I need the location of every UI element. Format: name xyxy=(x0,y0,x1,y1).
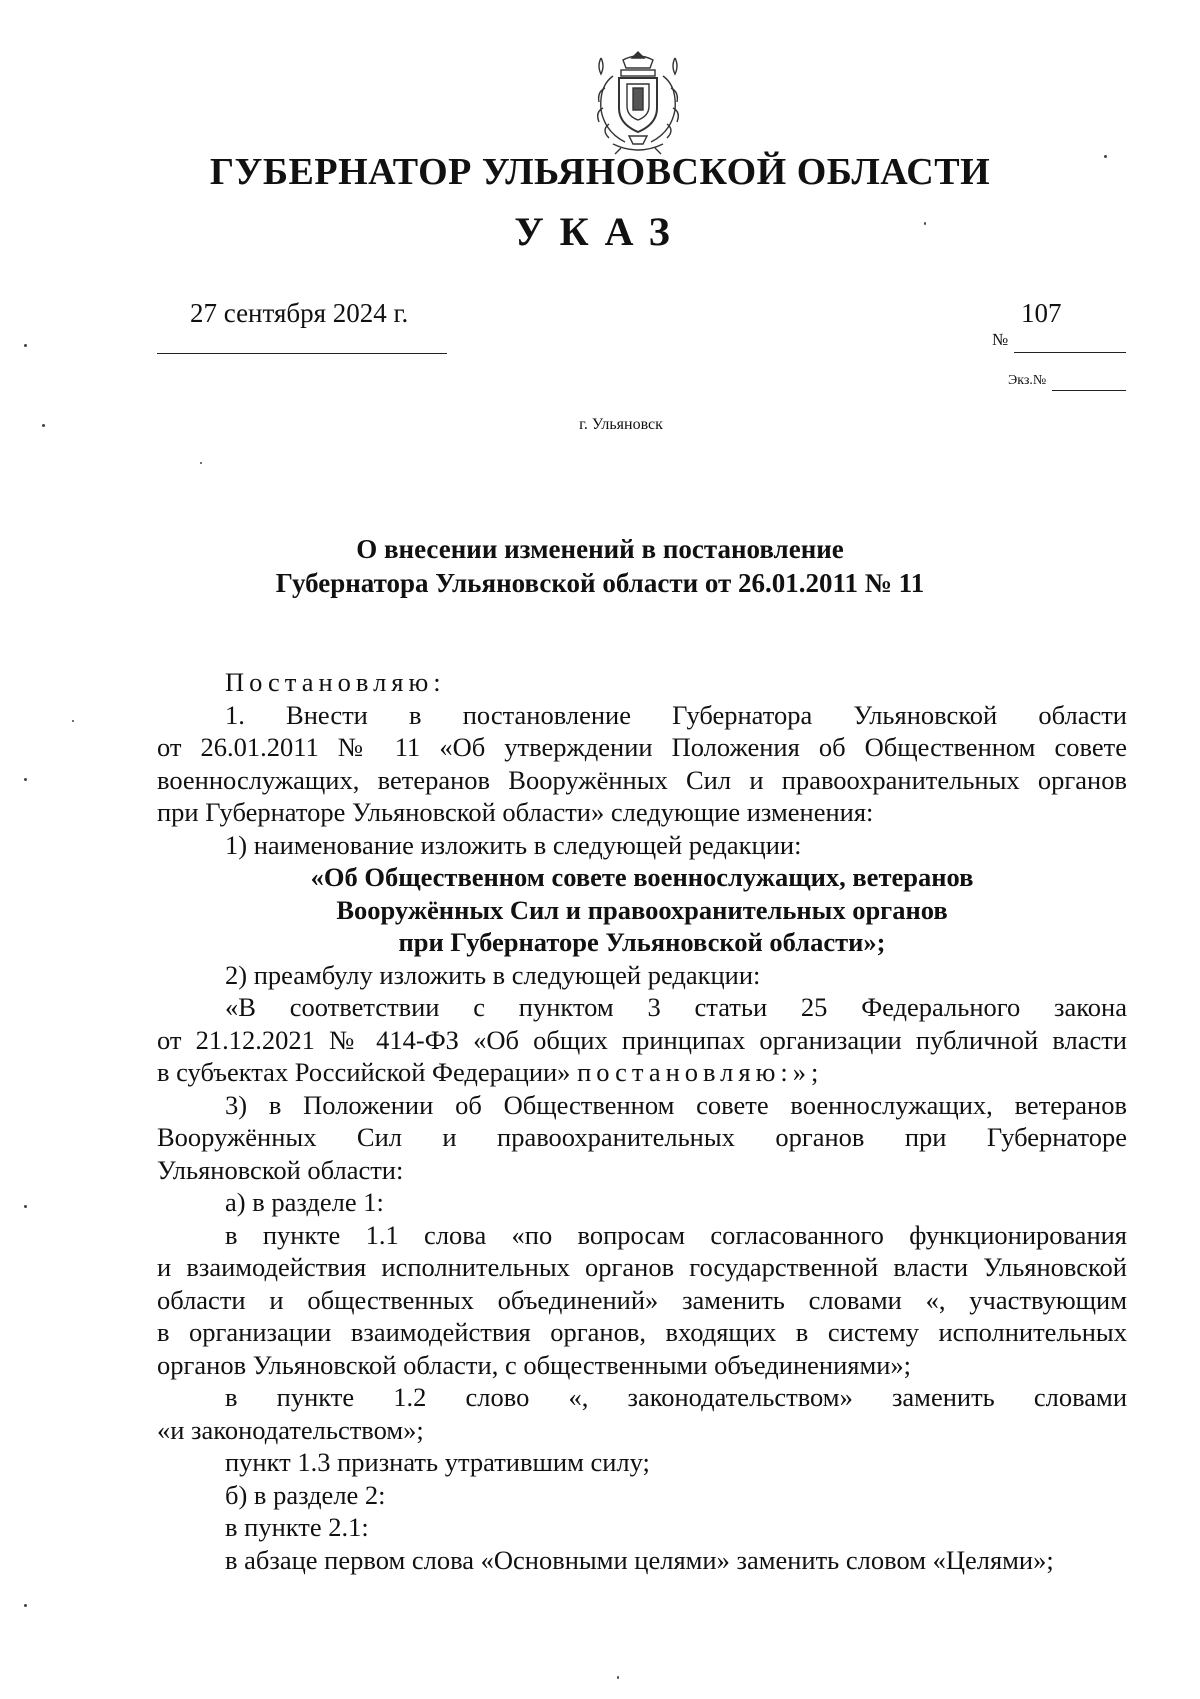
paragraph-line: Вооружённых Сил и правоохранительных органов при Губернаторе xyxy=(157,1122,1127,1152)
paragraph-line: пункт 1.3 признать утратившим силу; xyxy=(225,1447,650,1477)
paragraph-fragment: в субъектах Российской Федерации» xyxy=(157,1057,571,1087)
document-title xyxy=(0,532,1200,600)
paragraph-line: «В соответствии с пунктом 3 статьи 25 Федерального закона xyxy=(225,992,1127,1022)
paragraph-line: в пункте 2.1: xyxy=(225,1512,369,1542)
paragraph-line: а) в разделе 1: xyxy=(225,1187,384,1217)
ulyanovsk-coat-of-arms-icon xyxy=(583,48,693,156)
paragraph-line: 1. Внести в постановление Губернатора Ульяновской области xyxy=(225,699,1127,730)
scan-speck xyxy=(42,424,45,427)
quoted-title-line: «Об Общественном совете военнослужащих, ветеранов xyxy=(310,862,974,892)
scan-speck xyxy=(24,778,27,781)
paragraph-line: «и законодательством»; xyxy=(157,1414,424,1445)
city: г. Ульяновск xyxy=(579,416,663,433)
paragraph-line: в абзаце первом слова «Основными целями» заменить словом «Целями»; xyxy=(225,1544,1054,1575)
paragraph-line: в организации взаимодействия органов, входящих в систему исполнительных xyxy=(157,1317,1127,1347)
paragraph-line: от 26.01.2011 № 11 «Об утверждении Положения об Общественном совете xyxy=(157,732,1127,762)
paragraph-line: органов Ульяновской области, с общественными объединениями»; xyxy=(157,1349,912,1380)
document-date: 27 сентября 2024 г. xyxy=(190,298,409,328)
paragraph-line: военнослужащих, ветеранов Вооружённых Сил и правоохранительных органов xyxy=(157,764,1127,795)
number-underline xyxy=(1014,352,1126,353)
document-type: УКАЗ xyxy=(514,209,686,254)
resolve-line: Постановляю: xyxy=(225,667,446,697)
copy-number-label: Экз.№ xyxy=(1008,373,1047,388)
document-body xyxy=(157,666,1127,1576)
scan-speck xyxy=(24,1205,27,1208)
scan-speck xyxy=(24,344,27,347)
scan-speck xyxy=(24,1604,27,1607)
scan-speck xyxy=(200,462,202,464)
paragraph-line: и взаимодействия исполнительных органов государственной власти Ульяновской xyxy=(157,1252,1127,1282)
paragraph-line: от 21.12.2021 № 414-ФЗ «Об общих принципах организации публичной власти xyxy=(157,1024,1127,1055)
paragraph-line xyxy=(157,1056,1127,1089)
paragraph-line: в пункте 1.1 слова «по вопросам согласованного функционирования xyxy=(225,1219,1127,1250)
paragraph-line: в пункте 1.2 слово «, законодательством» заменить словами xyxy=(225,1382,1127,1412)
issuing-authority: ГУБЕРНАТОР УЛЬЯНОВСКОЙ ОБЛАСТИ xyxy=(209,151,991,193)
scan-speck xyxy=(617,1676,619,1679)
number-label: № xyxy=(992,330,1009,349)
paragraph-line: б) в разделе 2: xyxy=(225,1479,386,1510)
scan-speck xyxy=(924,222,926,225)
paragraph-line: при Губернаторе Ульяновской области» следующие изменения: xyxy=(157,797,874,827)
document-number: 107 xyxy=(1021,298,1062,328)
resolve-fragment: постановляю:»; xyxy=(577,1057,824,1087)
paragraph-line: 2) преамбулу изложить в следующей редакции: xyxy=(225,959,761,990)
scan-speck xyxy=(1104,155,1107,158)
paragraph-line: области и общественных объединений» заменить словами «, участвующим xyxy=(157,1284,1127,1315)
scan-speck xyxy=(72,720,74,722)
copy-number-underline xyxy=(1052,390,1126,391)
title-line: Губернатора Ульяновской области от 26.01.2011 № 11 xyxy=(275,568,925,598)
title-line: О внесении изменений в постановление xyxy=(356,534,844,564)
quoted-title-line: Вооружённых Сил и правоохранительных органов xyxy=(336,894,948,925)
paragraph-line: Ульяновской области: xyxy=(157,1154,404,1185)
paragraph-line: 1) наименование изложить в следующей редакции: xyxy=(225,829,802,860)
paragraph-line: 3) в Положении об Общественном совете военнослужащих, ветеранов xyxy=(225,1089,1127,1120)
date-underline xyxy=(157,353,447,354)
quoted-title-line: при Губернаторе Ульяновской области»; xyxy=(398,927,886,957)
